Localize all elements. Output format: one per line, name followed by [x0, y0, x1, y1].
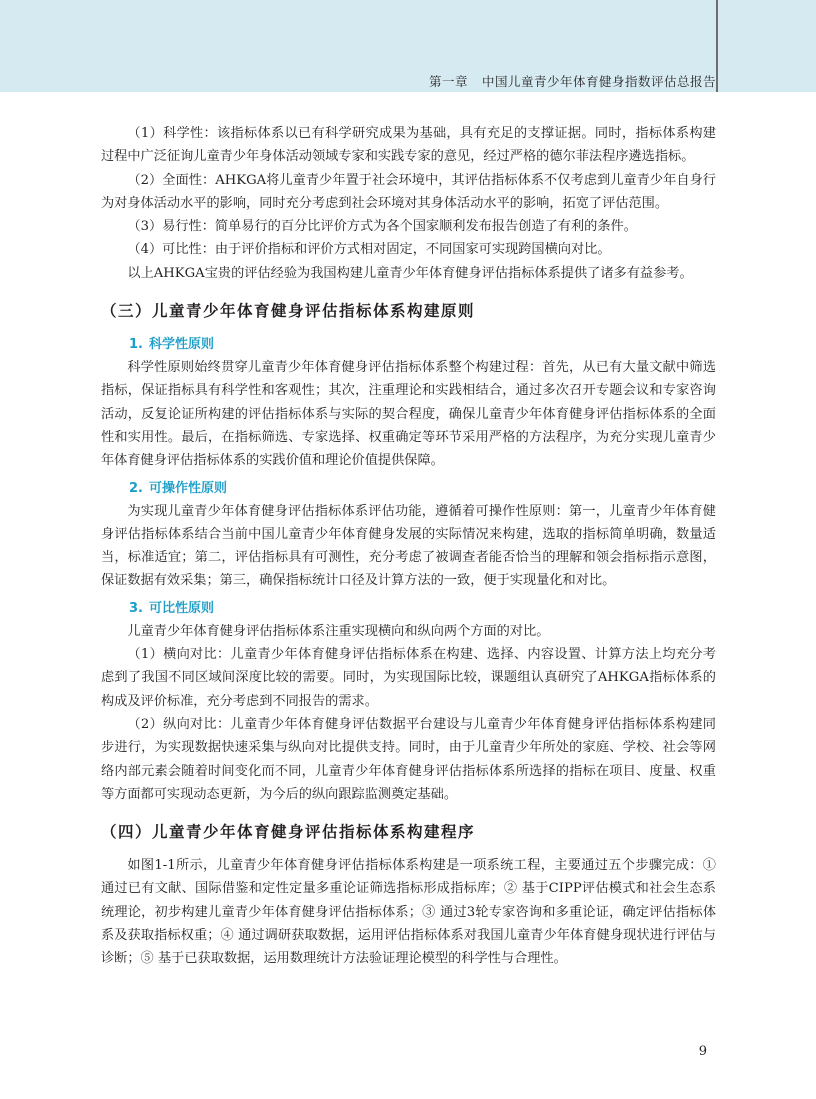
comparability-horizontal: （1）横向对比：儿童青少年体育健身评估指标体系在构建、选择、内容设置、计算方法上均充分考虑到了我国不同区域间深度比较的需要。同时，为实现国际比较，课题组认真研究了AHKGA指标体系的构成及评价标准，充分考虑到不同报告的需求。 [101, 647, 716, 709]
running-header [429, 72, 716, 90]
intro-item-1: （1）科学性：该指标体系以已有科学研究成果为基础，具有充足的支撑证据。同时，指标体系构建过程中广泛征询儿童青少年身体活动领域专家和实践专家的意见，经过严格的德尔菲法程序遴选指标。 [101, 126, 716, 165]
page-number: 9 [698, 1044, 707, 1059]
intro-item-3: （3）易行性：简单易行的百分比评价方式为各个国家顺利发布报告创造了有利的条件。 [127, 219, 637, 235]
subsection-scientific [101, 333, 716, 356]
intro-item-2: （2）全面性：AHKGA将儿童青少年置于社会环境中，其评估指标体系不仅考虑到儿童青少年自身行为对身体活动水平的影响，同时充分考虑到社会环境对其身体活动水平的影响，拓宽了评估范围。 [101, 172, 716, 211]
subsection-number: 3. [129, 600, 143, 616]
scientific-paragraph: 科学性原则始终贯穿儿童青少年体育健身评估指标体系整个构建过程：首先，从已有大量文献中筛选指标，保证指标具有科学性和客观性；其次，注重理论和实践相结合，通过多次召开专题会议和专家咨询活动，反复论证所构建的评估指标体系与实际的契合程度，确保儿童青少年体育健身评估指标体系的全面性和实用性。最后，在指标筛选、专家选择、权重确定等环节采用严格的方法程序，为充分实现儿童青少年体育健身评估指标体系的实践价值和理论价值提供保障。 [101, 360, 716, 469]
procedure-paragraph: 如图1-1所示，儿童青少年体育健身评估指标体系构建是一项系统工程，主要通过五个步骤完成：① 通过已有文献、国际借鉴和定性定量多重论证筛选指标形成指标库；② 基于CIPP评估模式和社会生态系统理论，初步构建儿童青少年体育健身评估指标体系；③ 通过3轮专家咨询和多重论证，确定评估指标体系及获取指标权重；④ 通过调研获取数据，运用评估指标体系对我国儿童青少年体育健身现状进行评估与诊断；⑤ 基于已获取数据，运用数理统计方法验证理论模型的科学性与合理性。 [101, 858, 716, 967]
intro-item-4: （4）可比性：由于评价指标和评价方式相对固定，不同国家可实现跨国横向对比。 [127, 242, 611, 258]
subsection-title: 科学性原则 [148, 337, 214, 353]
subsection-number: 1. [129, 337, 143, 353]
intro-conclusion: 以上AHKGA宝贵的评估经验为我国构建儿童青少年体育健身评估指标体系提供了诸多有益参考。 [127, 265, 693, 281]
subsection-title: 可比性原则 [148, 600, 214, 616]
header-divider-line [716, 0, 718, 92]
comparability-vertical: （2）纵向对比：儿童青少年体育健身评估数据平台建设与儿童青少年体育健身评估指标体系构建同步进行，为实现数据快速采集与纵向对比提供支持。同时，由于儿童青少年所处的家庭、学校、社会等网络内部元素会随着时间变化而不同，儿童青少年体育健身评估指标体系所选择的指标在项目、度量、权重等方面都可实现动态更新，为今后的纵向跟踪监测奠定基础。 [101, 716, 716, 802]
section-4-title: （四）儿童青少年体育健身评估指标体系构建程序 [101, 823, 476, 842]
subsection-comparability [101, 597, 716, 620]
subsection-operability [101, 477, 716, 500]
comparability-intro: 儿童青少年体育健身评估指标体系注重实现横向和纵向两个方面的对比。 [127, 623, 550, 639]
chapter-title: 中国儿童青少年体育健身指数评估总报告 [481, 74, 716, 89]
chapter-label: 第一章 [428, 74, 468, 89]
page-content [101, 122, 716, 971]
operability-paragraph: 为实现儿童青少年体育健身评估指标体系评估功能，遵循着可操作性原则：第一，儿童青少年体育健身评估指标体系结合当前中国儿童青少年体育健身发展的实际情况来构建，选取的指标简单明确，数量适当，标准适宜；第二，评估指标具有可测性，充分考虑了被调查者能否恰当的理解和领会指标指示意图，保证数据有效采集；第三，确保指标统计口径及计算方法的一致，便于实现量化和对比。 [101, 503, 716, 589]
section-3-title: （三）儿童青少年体育健身评估指标体系构建原则 [101, 302, 476, 321]
subsection-title: 可操作性原则 [148, 480, 227, 496]
subsection-number: 2. [129, 480, 143, 496]
